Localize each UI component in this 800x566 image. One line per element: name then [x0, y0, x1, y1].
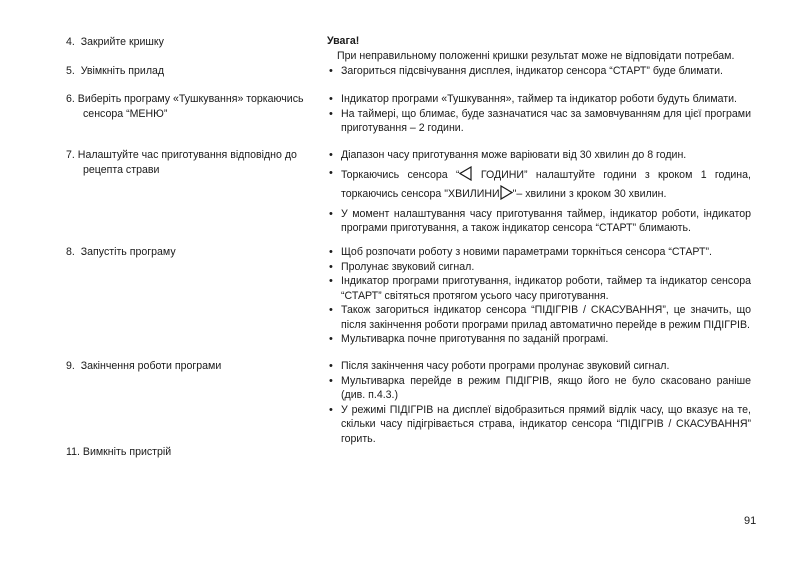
bullet-item: • У режимі ПІДІГРІВ на дисплеї відобразиться прямий відлік часу, що вказує на те, скільки часу підігрівається страва, індикатор сенсора “ПІДІГРІВ / СКАСУВАННЯ” горить. [327, 403, 751, 447]
bullet-text: ГОДИНИ” налаштуйте години з кроком 1 година, торкаючись сенсора "ХВИЛИНИ [341, 168, 751, 200]
triangle-left-icon [459, 166, 472, 186]
warning-block [327, 34, 751, 63]
step-7-notes [327, 148, 751, 236]
bullet-item: • Також загориться індикатор сенсора “ПІДІГРІВ / СКАСУВАННЯ”, це значить, що після закінчення роботи програми прилад автоматично перейде в режим ПІДІГРІВ. [327, 303, 751, 332]
warning-title: Увага! [327, 35, 360, 47]
bullet-text: Торкаючись сенсора “ [341, 168, 460, 181]
step-text: Увімкніть прилад [80, 65, 165, 77]
step-text: Налаштуйте час приготування відповідно до [77, 149, 297, 161]
bullet-item: • Щоб розпочати роботу з новими параметрами торкніться сенсора “СТАРТ”. [327, 245, 751, 260]
step-9-notes [327, 359, 751, 446]
step-4 [66, 35, 314, 50]
step-text: Закрийте кришку [80, 36, 164, 48]
step-5-notes [327, 64, 751, 79]
bullet-text: "– хвилини з кроком 30 хвилин. [512, 188, 667, 200]
step-text-cont: рецепта страви [83, 163, 160, 176]
bullet-item: • Мультиварка почне приготування по заданій програмі. [327, 332, 751, 347]
bullet-item: • На таймері, що блимає, буде зазначатися час за замовчуванням для цієї програми приготування – 2 години. [327, 107, 751, 136]
bullet-item: • Діапазон часу приготування може варіювати від 30 хвилин до 8 годин. [327, 148, 751, 163]
step-number: 11. [66, 446, 80, 458]
bullet-item: • Мультиварка перейде в режим ПІДІГРІВ, якщо його не було скасовано раніше (див. п.4.3.) [327, 374, 751, 403]
step-number: 6. [66, 93, 75, 105]
warning-text: При неправильному положенні кришки результат може не відповідати потребам. [337, 49, 735, 62]
step-8 [66, 245, 314, 260]
step-9 [66, 359, 314, 374]
step-8-notes [327, 245, 751, 347]
step-5 [66, 64, 314, 79]
step-11 [66, 445, 314, 460]
step-6-notes [327, 92, 751, 136]
bullet-item: • Загориться підсвічування дисплея, індикатор сенсора “СТАРТ” буде блимати. [327, 64, 751, 79]
step-text: Виберіть програму «Тушкування» торкаючись [77, 93, 304, 105]
step-number: 8. [66, 246, 75, 258]
step-number: 4. [66, 36, 75, 48]
step-text: Закінчення роботи програми [80, 360, 222, 372]
page-number: 91 [744, 515, 757, 527]
bullet-item: • Індикатор програми «Тушкування», таймер та індикатор роботи будуть блимати. [327, 92, 751, 107]
step-text-cont: сенсора “МЕНЮ” [83, 107, 168, 120]
step-number: 7. [66, 149, 75, 161]
step-6 [66, 92, 314, 121]
step-number: 9. [66, 360, 75, 372]
step-7 [66, 148, 314, 177]
bullet-item: • Індикатор програми приготування, індикатор роботи, таймер та індикатор сенсора “СТАРТ” світяться протягом усього часу приготування. [327, 274, 751, 303]
triangle-right-icon [500, 185, 513, 205]
step-text: Запустіть програму [80, 246, 176, 258]
bullet-item [327, 166, 751, 205]
bullet-item: • Після закінчення часу роботи програми пролунає звуковий сигнал. [327, 359, 751, 374]
bullet-item: • У момент налаштування часу приготування таймер, індикатор роботи, індикатор програми приготування, а також індикатор сенсора “СТАРТ” блимають. [327, 207, 751, 236]
bullet-item: • Пролунає звуковий сигнал. [327, 260, 751, 275]
step-text: Вимкніть пристрій [82, 446, 172, 458]
step-number: 5. [66, 65, 75, 77]
